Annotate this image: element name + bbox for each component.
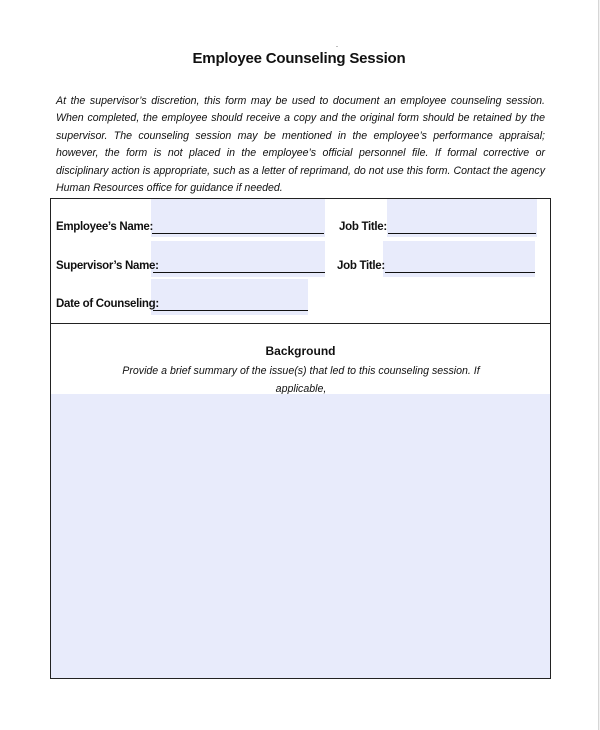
intro-paragraph: At the supervisor’s discretion, this form may be used to document an employee counseling session. When completed, the employee should receive a copy and the original form should be retained by the supervisor. The counseling session may be mentioned in the employee’s performance appraisal; however, the form is not placed in the employee’s official personnel file. If formal corrective or disciplinary action is appropriate, such as a letter of reprimand, do not use this form. Contact the agency Human Resources office for guidance if needed. (56, 95, 545, 195)
document-title: Employee Counseling Session (192, 50, 406, 67)
supervisor-name-field[interactable] (153, 272, 325, 273)
date-of-counseling-label: Date of Counseling: (56, 298, 159, 310)
background-instructions-line-1: Provide a brief summary of the issue(s) that led to this counseling session. If applicable, (122, 365, 480, 395)
employee-job-title-label: Job Title: (339, 221, 387, 233)
background-heading: Background (265, 344, 336, 358)
counseling-form (50, 198, 551, 679)
employee-name-label: Employee’s Name: (56, 221, 154, 233)
date-of-counseling-field[interactable] (153, 310, 308, 311)
supervisor-job-title-field[interactable] (385, 272, 535, 273)
supervisor-job-title-label: Job Title: (337, 260, 385, 272)
section-divider (51, 323, 550, 324)
employee-job-title-fill (387, 199, 537, 237)
employee-name-field[interactable] (152, 233, 324, 234)
decorative-mark: - (336, 44, 338, 50)
employee-name-fill (151, 199, 325, 237)
supervisor-name-label: Supervisor’s Name: (56, 260, 159, 272)
employee-job-title-field[interactable] (388, 233, 536, 234)
background-text-area[interactable] (51, 394, 550, 678)
